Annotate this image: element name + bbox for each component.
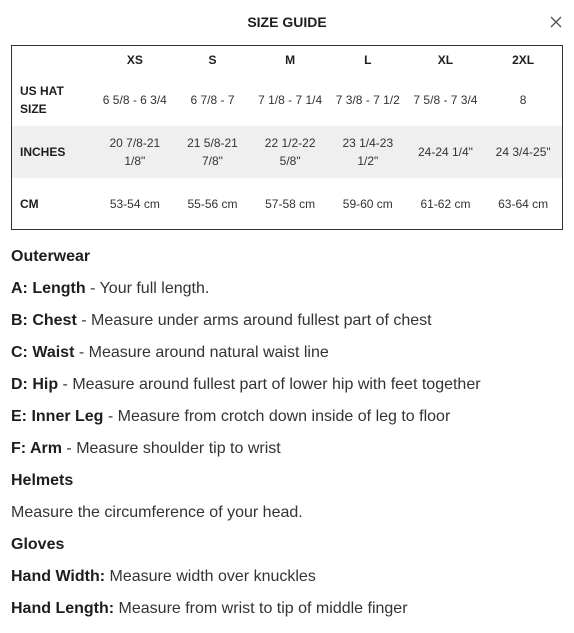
helmets-text: Measure the circumference of your head. — [11, 504, 303, 521]
table-cell: 24-24 1/4" — [417, 145, 473, 159]
table-header-row — [12, 46, 562, 74]
size-table — [11, 45, 563, 230]
guide-item-key: E: Inner Leg — [11, 408, 104, 425]
table-cell: 53-54 cm — [109, 197, 160, 211]
guide-item-text: - Measure under arms around fullest part of chest — [76, 312, 432, 329]
table-row — [12, 126, 562, 178]
table-header-cell: XL — [437, 53, 454, 67]
table-cell: 55-56 cm — [187, 197, 238, 211]
table-header-cell: XS — [126, 53, 143, 67]
guide-item-key: Hand Length: — [11, 600, 115, 617]
guide-item-inner-leg — [11, 406, 563, 438]
guide-item-arm — [11, 438, 563, 470]
guide-item-hip — [11, 374, 563, 406]
guide-item-text: Measure from wrist to tip of middle finger — [114, 600, 408, 617]
row-label: CM — [20, 197, 39, 211]
guide-item-key: A: Length — [11, 280, 86, 297]
guide-item-text: - Your full length. — [85, 280, 210, 297]
table-cell: 57-58 cm — [265, 197, 316, 211]
table-cell: 22 1/2-22 5/8" — [264, 136, 316, 168]
table-row — [12, 74, 562, 126]
row-label: INCHES — [20, 145, 66, 159]
guide-item-text: - Measure around fullest part of lower hip with feet together — [58, 376, 481, 393]
table-header-cell: M — [285, 53, 296, 67]
table-header-cell: L — [364, 53, 372, 67]
table-cell: 8 — [519, 93, 527, 107]
table-cell: 63-64 cm — [498, 197, 549, 211]
guide-item-length — [11, 278, 563, 310]
table-cell: 6 5/8 - 6 3/4 — [102, 93, 167, 107]
table-cell: 23 1/4-23 1/2" — [342, 136, 394, 168]
guide-item-chest — [11, 310, 563, 342]
close-icon — [548, 14, 564, 30]
table-header-cell — [12, 46, 96, 74]
table-cell: 7 5/8 - 7 3/4 — [413, 93, 478, 107]
table-header-cell: S — [208, 53, 217, 67]
table-cell: 6 7/8 - 7 — [190, 93, 235, 107]
table-cell: 61-62 cm — [420, 197, 471, 211]
guide-item-hand-width — [11, 566, 563, 598]
table-cell: 59-60 cm — [342, 197, 393, 211]
guide-item-hand-length — [11, 598, 563, 630]
guide-item-waist — [11, 342, 563, 374]
table-cell: 7 1/8 - 7 1/4 — [258, 93, 323, 107]
table-cell: 24 3/4-25" — [495, 145, 551, 159]
guide-item-key: B: Chest — [11, 312, 77, 329]
guide-item-text: - Measure around natural waist line — [74, 344, 329, 361]
guide-item-key: D: Hip — [11, 376, 59, 393]
guide-item-key: F: Arm — [11, 440, 62, 457]
guide-item-key: Hand Width: — [11, 568, 106, 585]
close-button[interactable] — [548, 14, 564, 30]
table-cell: 20 7/8-21 1/8" — [109, 136, 161, 168]
guide-item-key: C: Waist — [11, 344, 75, 361]
guide-item-text: Measure width over knuckles — [105, 568, 316, 585]
modal-title: SIZE GUIDE — [247, 14, 327, 30]
gloves-heading: Gloves — [11, 536, 65, 553]
row-label: US HAT SIZE — [20, 84, 64, 116]
table-cell: 21 5/8-21 7/8" — [187, 136, 238, 168]
table-row — [12, 178, 562, 230]
outerwear-heading: Outerwear — [11, 248, 91, 265]
guide-item-text: - Measure shoulder tip to wrist — [61, 440, 281, 457]
helmets-heading: Helmets — [11, 472, 74, 489]
table-cell: 7 3/8 - 7 1/2 — [335, 93, 400, 107]
measurement-guide — [11, 246, 563, 630]
guide-item-text: - Measure from crotch down inside of leg to floor — [103, 408, 451, 425]
table-header-cell: 2XL — [512, 53, 535, 67]
